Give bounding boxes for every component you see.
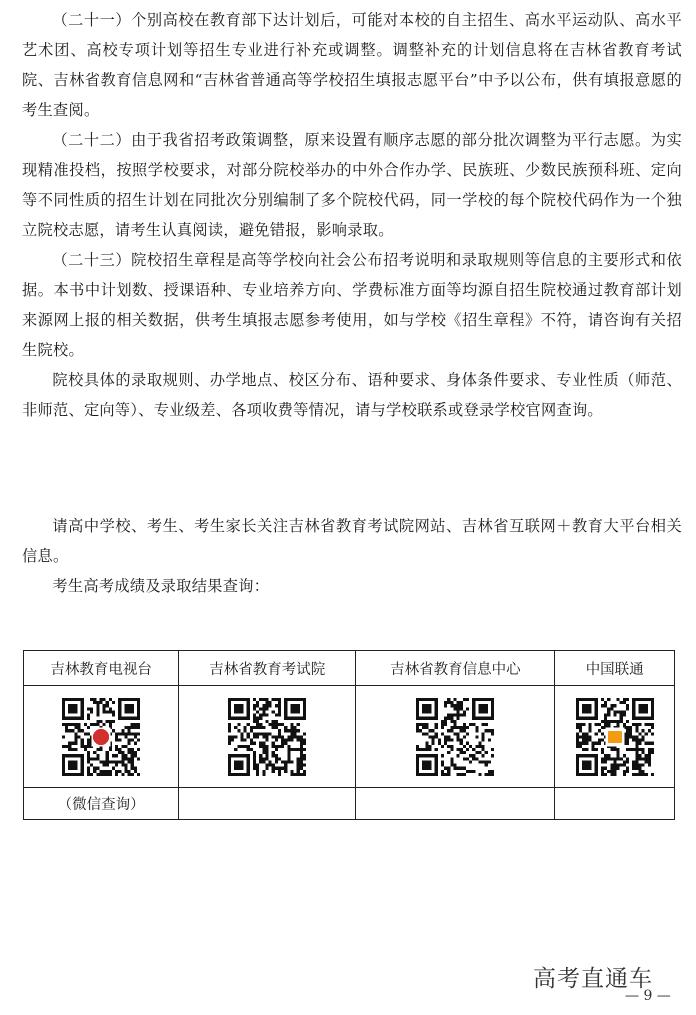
paragraph-23: （二十三）院校招生章程是高等学校向社会公布招考说明和录取规则等信息的主要形式和依据。本书中计划数、授课语种、专业培养方向、学费标准方面等均源自招生院校通过教育部计划来源网上报的相关数据，供考生填报志愿参考使用，如与学校《招生章程》不符，请咨询有关招生院校。 (22, 251, 682, 359)
wechat-query-note: （微信查询） (24, 788, 179, 820)
page-number: — 9 — (625, 988, 671, 1004)
qr-code-icon[interactable] (228, 698, 306, 776)
watermark-logo-text: 高考直通车 (533, 966, 653, 992)
paragraph-21: （二十一）个别高校在教育部下达计划后，可能对本校的自主招生、高水平运动队、高水平艺术团、高校专项计划等招生专业进行补充或调整。调整补充的计划信息将在吉林省教育考试院、吉林省教育信息网和“吉林省普通高等学校招生填报志愿平台”中予以公布，供有填报意愿的考生查阅。 (22, 11, 682, 119)
qr-code-icon[interactable] (416, 698, 494, 776)
qr-code-icon[interactable] (576, 698, 654, 776)
query-heading: 考生高考成绩及录取结果查询： (52, 577, 270, 595)
query-channels-table (23, 650, 675, 820)
header-china-unicom: 中国联通 (555, 651, 675, 686)
empty-cell (555, 788, 675, 820)
qr-code-row (24, 686, 675, 788)
paragraph-22: （二十二）由于我省招考政策调整，原来设置有顺序志愿的部分批次调整为平行志愿。为实现精准投档，按照学校要求，对部分院校举办的中外合作办学、民族班、少数民族预科班、定向等不同性质的招生计划在同批次分别编制了多个院校代码，同一学校的每个院校代码作为一个独立院校志愿，请考生认真阅读，避免错报，影响录取。 (22, 131, 682, 239)
empty-cell (179, 788, 356, 820)
table-header-row (24, 651, 675, 686)
paragraph-admission-rules: 院校具体的录取规则、办学地点、校区分布、语种要求、身体条件要求、专业性质（师范、非师范、定向等）、专业级差、各项收费等情况，请与学校联系或登录学校官网查询。 (22, 371, 682, 419)
qr-code-icon[interactable] (62, 698, 140, 776)
body-text (22, 5, 682, 425)
empty-cell (356, 788, 555, 820)
header-jilin-edu-tv: 吉林教育电视台 (24, 651, 179, 686)
header-jilin-exam-institute: 吉林省教育考试院 (179, 651, 356, 686)
header-jilin-edu-info-center: 吉林省教育信息中心 (356, 651, 555, 686)
notice-block (22, 511, 682, 601)
follow-notice: 请高中学校、考生、考生家长关注吉林省教育考试院网站、吉林省互联网＋教育大平台相关信息。 (22, 517, 682, 565)
table-footer-row (24, 788, 675, 820)
